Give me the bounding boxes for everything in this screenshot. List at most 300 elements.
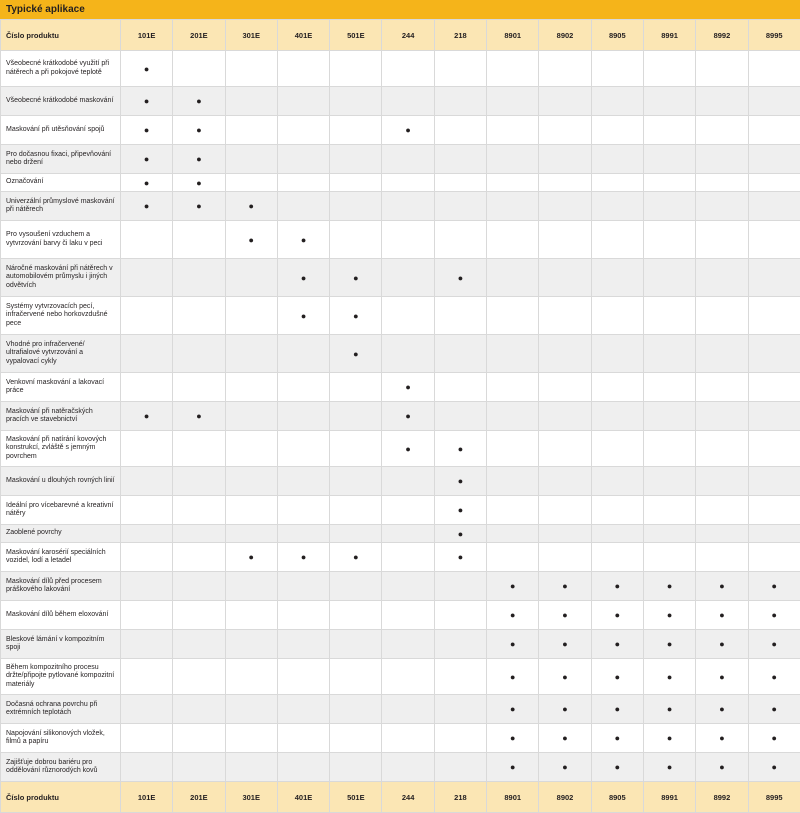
header-product-8905: 8905 [591, 20, 643, 51]
cell-501E [330, 116, 382, 145]
bullet-icon: ● [771, 762, 776, 772]
cell-8905 [591, 297, 643, 335]
cell-8991 [643, 373, 695, 402]
cell-8902 [539, 543, 591, 572]
cell-401E [277, 297, 329, 335]
bullet-icon: ● [458, 505, 463, 515]
table-row [1, 192, 800, 221]
bullet-icon: ● [667, 672, 672, 682]
cell-8992 [696, 402, 748, 431]
cell-8901 [487, 695, 539, 724]
bullet-icon: ● [615, 639, 620, 649]
cell-8905 [591, 221, 643, 259]
cell-8995 [748, 297, 800, 335]
application-label: Ideální pro vícebarevné a kreativní nátěry [1, 496, 121, 525]
bullet-icon: ● [196, 125, 201, 135]
application-label: Maskování u dlouhých rovných linií [1, 467, 121, 496]
cell-8991 [643, 116, 695, 145]
table-row [1, 525, 800, 543]
bullet-icon: ● [144, 201, 149, 211]
cell-8902 [539, 335, 591, 373]
footer-product-8991: 8991 [643, 782, 695, 813]
application-label: Systémy vytvrzovacích pecí, infračervené nebo horkovzdušné pece [1, 297, 121, 335]
cell-301E [225, 630, 277, 659]
cell-8991 [643, 145, 695, 174]
cell-101E [121, 373, 173, 402]
bullet-icon: ● [562, 581, 567, 591]
cell-401E [277, 335, 329, 373]
cell-201E [173, 525, 225, 543]
bullet-icon: ● [353, 552, 358, 562]
cell-8902 [539, 525, 591, 543]
cell-218 [434, 297, 486, 335]
bullet-icon: ● [510, 733, 515, 743]
cell-8995 [748, 724, 800, 753]
cell-218 [434, 221, 486, 259]
table-row [1, 431, 800, 467]
footer-product-8901: 8901 [487, 782, 539, 813]
cell-401E [277, 467, 329, 496]
cell-244 [382, 543, 434, 572]
application-label: Maskování dílů před procesem práškového lakování [1, 572, 121, 601]
cell-8901 [487, 145, 539, 174]
cell-101E [121, 335, 173, 373]
header-product-401E: 401E [277, 20, 329, 51]
cell-301E [225, 335, 277, 373]
cell-8995 [748, 601, 800, 630]
cell-8995 [748, 335, 800, 373]
cell-401E [277, 496, 329, 525]
footer-product-201E: 201E [173, 782, 225, 813]
cell-301E [225, 496, 277, 525]
cell-8991 [643, 402, 695, 431]
cell-8992 [696, 431, 748, 467]
cell-8991 [643, 51, 695, 87]
cell-501E [330, 335, 382, 373]
cell-8905 [591, 87, 643, 116]
cell-244 [382, 431, 434, 467]
cell-101E [121, 630, 173, 659]
bullet-icon: ● [615, 672, 620, 682]
header-product-201E: 201E [173, 20, 225, 51]
bullet-icon: ● [667, 704, 672, 714]
cell-101E [121, 116, 173, 145]
cell-501E [330, 431, 382, 467]
bullet-icon: ● [458, 444, 463, 454]
cell-301E [225, 174, 277, 192]
cell-8905 [591, 572, 643, 601]
cell-8991 [643, 496, 695, 525]
cell-244 [382, 116, 434, 145]
bullet-icon: ● [144, 125, 149, 135]
bullet-icon: ● [667, 610, 672, 620]
cell-8995 [748, 87, 800, 116]
cell-8905 [591, 601, 643, 630]
cell-401E [277, 174, 329, 192]
cell-8992 [696, 496, 748, 525]
cell-8995 [748, 51, 800, 87]
cell-301E [225, 753, 277, 782]
cell-8992 [696, 467, 748, 496]
cell-244 [382, 496, 434, 525]
table-row [1, 467, 800, 496]
cell-8992 [696, 335, 748, 373]
cell-8901 [487, 753, 539, 782]
cell-8992 [696, 192, 748, 221]
cell-8991 [643, 695, 695, 724]
cell-401E [277, 51, 329, 87]
table-row [1, 87, 800, 116]
cell-8991 [643, 572, 695, 601]
cell-8902 [539, 467, 591, 496]
cell-101E [121, 259, 173, 297]
cell-244 [382, 525, 434, 543]
cell-101E [121, 174, 173, 192]
bullet-icon: ● [719, 639, 724, 649]
bullet-icon: ● [719, 733, 724, 743]
cell-218 [434, 659, 486, 695]
cell-501E [330, 297, 382, 335]
cell-244 [382, 572, 434, 601]
cell-201E [173, 87, 225, 116]
product-number-header: Číslo produktu [1, 20, 121, 51]
cell-101E [121, 297, 173, 335]
table-row [1, 174, 800, 192]
bullet-icon: ● [771, 704, 776, 714]
cell-218 [434, 724, 486, 753]
cell-8995 [748, 431, 800, 467]
cell-201E [173, 221, 225, 259]
cell-8991 [643, 87, 695, 116]
cell-401E [277, 753, 329, 782]
cell-8902 [539, 695, 591, 724]
cell-101E [121, 145, 173, 174]
cell-101E [121, 221, 173, 259]
bullet-icon: ● [144, 96, 149, 106]
cell-244 [382, 630, 434, 659]
cell-501E [330, 259, 382, 297]
bullet-icon: ● [719, 610, 724, 620]
cell-101E [121, 431, 173, 467]
cell-8901 [487, 467, 539, 496]
cell-8991 [643, 221, 695, 259]
table-title: Typické aplikace [0, 0, 800, 19]
cell-8902 [539, 221, 591, 259]
application-label: Maskování při natěračských pracích ve stavebnictví [1, 402, 121, 431]
cell-8905 [591, 630, 643, 659]
cell-218 [434, 467, 486, 496]
cell-201E [173, 192, 225, 221]
cell-301E [225, 221, 277, 259]
cell-8901 [487, 543, 539, 572]
cell-8992 [696, 572, 748, 601]
cell-501E [330, 724, 382, 753]
table-row [1, 51, 800, 87]
cell-8901 [487, 630, 539, 659]
table-row [1, 259, 800, 297]
cell-501E [330, 192, 382, 221]
cell-101E [121, 87, 173, 116]
cell-218 [434, 174, 486, 192]
cell-8991 [643, 192, 695, 221]
cell-8995 [748, 572, 800, 601]
footer-product-301E: 301E [225, 782, 277, 813]
cell-201E [173, 335, 225, 373]
cell-201E [173, 572, 225, 601]
cell-401E [277, 724, 329, 753]
cell-401E [277, 221, 329, 259]
bullet-icon: ● [458, 273, 463, 283]
bullet-icon: ● [771, 672, 776, 682]
bullet-icon: ● [615, 704, 620, 714]
bullet-icon: ● [405, 125, 410, 135]
cell-8901 [487, 174, 539, 192]
cell-244 [382, 145, 434, 174]
cell-244 [382, 174, 434, 192]
header-product-8901: 8901 [487, 20, 539, 51]
application-label: Venkovní maskování a lakovací práce [1, 373, 121, 402]
cell-8902 [539, 402, 591, 431]
bullet-icon: ● [405, 382, 410, 392]
cell-501E [330, 87, 382, 116]
cell-501E [330, 51, 382, 87]
cell-101E [121, 525, 173, 543]
application-label: Univerzální průmyslové maskování při nátěrech [1, 192, 121, 221]
cell-8901 [487, 87, 539, 116]
table-row [1, 145, 800, 174]
footer-product-8902: 8902 [539, 782, 591, 813]
cell-201E [173, 630, 225, 659]
bullet-icon: ● [353, 311, 358, 321]
cell-8905 [591, 467, 643, 496]
cell-501E [330, 174, 382, 192]
cell-201E [173, 496, 225, 525]
cell-8995 [748, 145, 800, 174]
cell-301E [225, 259, 277, 297]
cell-201E [173, 297, 225, 335]
cell-101E [121, 753, 173, 782]
header-product-501E: 501E [330, 20, 382, 51]
cell-201E [173, 373, 225, 402]
cell-8995 [748, 402, 800, 431]
cell-8992 [696, 601, 748, 630]
cell-8901 [487, 601, 539, 630]
bullet-icon: ● [196, 96, 201, 106]
cell-301E [225, 431, 277, 467]
cell-244 [382, 51, 434, 87]
cell-8901 [487, 192, 539, 221]
cell-8901 [487, 402, 539, 431]
application-label: Pro dočasnou fixaci, připevňování nebo držení [1, 145, 121, 174]
header-product-244: 244 [382, 20, 434, 51]
cell-8901 [487, 335, 539, 373]
cell-218 [434, 259, 486, 297]
cell-301E [225, 695, 277, 724]
bullet-icon: ● [249, 552, 254, 562]
table-row [1, 543, 800, 572]
cell-8995 [748, 543, 800, 572]
table-row [1, 335, 800, 373]
bullet-icon: ● [615, 733, 620, 743]
cell-101E [121, 572, 173, 601]
cell-8901 [487, 659, 539, 695]
cell-101E [121, 543, 173, 572]
table-body [1, 51, 800, 782]
footer-product-8992: 8992 [696, 782, 748, 813]
bullet-icon: ● [301, 552, 306, 562]
cell-8905 [591, 724, 643, 753]
cell-8992 [696, 145, 748, 174]
cell-201E [173, 543, 225, 572]
cell-8901 [487, 116, 539, 145]
application-label: Označování [1, 174, 121, 192]
cell-8992 [696, 525, 748, 543]
cell-8992 [696, 373, 748, 402]
cell-201E [173, 116, 225, 145]
cell-501E [330, 496, 382, 525]
cell-218 [434, 753, 486, 782]
bullet-icon: ● [719, 762, 724, 772]
bullet-icon: ● [667, 733, 672, 743]
bullet-icon: ● [562, 672, 567, 682]
table-row [1, 601, 800, 630]
cell-8995 [748, 630, 800, 659]
cell-8902 [539, 297, 591, 335]
cell-401E [277, 145, 329, 174]
cell-101E [121, 496, 173, 525]
cell-8995 [748, 753, 800, 782]
cell-218 [434, 543, 486, 572]
cell-8905 [591, 402, 643, 431]
cell-401E [277, 525, 329, 543]
cell-8901 [487, 51, 539, 87]
cell-8991 [643, 297, 695, 335]
cell-8995 [748, 192, 800, 221]
cell-218 [434, 496, 486, 525]
bullet-icon: ● [301, 311, 306, 321]
cell-201E [173, 145, 225, 174]
cell-201E [173, 601, 225, 630]
cell-401E [277, 431, 329, 467]
bullet-icon: ● [562, 762, 567, 772]
application-label: Vhodné pro infračervené/ ultrafialové vytvrzování a vypalovací cykly [1, 335, 121, 373]
cell-401E [277, 259, 329, 297]
cell-8902 [539, 116, 591, 145]
bullet-icon: ● [562, 639, 567, 649]
cell-301E [225, 87, 277, 116]
cell-244 [382, 335, 434, 373]
cell-201E [173, 431, 225, 467]
header-product-8992: 8992 [696, 20, 748, 51]
cell-8905 [591, 174, 643, 192]
cell-8901 [487, 221, 539, 259]
cell-8991 [643, 724, 695, 753]
cell-244 [382, 373, 434, 402]
cell-301E [225, 51, 277, 87]
cell-8991 [643, 431, 695, 467]
cell-8991 [643, 259, 695, 297]
footer-row [1, 782, 800, 813]
cell-501E [330, 525, 382, 543]
bullet-icon: ● [510, 704, 515, 714]
cell-8995 [748, 373, 800, 402]
cell-8902 [539, 496, 591, 525]
cell-8992 [696, 297, 748, 335]
bullet-icon: ● [667, 639, 672, 649]
application-label: Během kompozitního procesu držte/připojte pytlované kompozitní materiály [1, 659, 121, 695]
cell-8991 [643, 630, 695, 659]
footer-product-218: 218 [434, 782, 486, 813]
cell-218 [434, 630, 486, 659]
cell-244 [382, 601, 434, 630]
cell-401E [277, 630, 329, 659]
bullet-icon: ● [771, 639, 776, 649]
header-product-8991: 8991 [643, 20, 695, 51]
cell-501E [330, 402, 382, 431]
cell-8995 [748, 116, 800, 145]
cell-8901 [487, 525, 539, 543]
bullet-icon: ● [510, 672, 515, 682]
header-product-101E: 101E [121, 20, 173, 51]
cell-401E [277, 572, 329, 601]
bullet-icon: ● [144, 154, 149, 164]
table-row [1, 724, 800, 753]
cell-8905 [591, 116, 643, 145]
cell-301E [225, 373, 277, 402]
cell-244 [382, 402, 434, 431]
cell-8901 [487, 724, 539, 753]
cell-301E [225, 659, 277, 695]
cell-244 [382, 724, 434, 753]
cell-8905 [591, 431, 643, 467]
application-label: Maskování karosérií speciálních vozidel, lodí a letadel [1, 543, 121, 572]
header-product-301E: 301E [225, 20, 277, 51]
cell-218 [434, 373, 486, 402]
footer-product-244: 244 [382, 782, 434, 813]
cell-218 [434, 572, 486, 601]
bullet-icon: ● [144, 64, 149, 74]
cell-218 [434, 525, 486, 543]
bullet-icon: ● [405, 411, 410, 421]
cell-8901 [487, 373, 539, 402]
cell-8991 [643, 659, 695, 695]
cell-218 [434, 51, 486, 87]
cell-501E [330, 373, 382, 402]
cell-8901 [487, 297, 539, 335]
cell-301E [225, 402, 277, 431]
cell-401E [277, 87, 329, 116]
cell-8902 [539, 145, 591, 174]
cell-8995 [748, 221, 800, 259]
cell-201E [173, 402, 225, 431]
bullet-icon: ● [615, 762, 620, 772]
cell-218 [434, 116, 486, 145]
cell-501E [330, 601, 382, 630]
cell-8905 [591, 259, 643, 297]
header-row [1, 20, 800, 51]
table-row [1, 402, 800, 431]
cell-218 [434, 431, 486, 467]
cell-8902 [539, 630, 591, 659]
cell-101E [121, 467, 173, 496]
cell-218 [434, 192, 486, 221]
cell-8905 [591, 659, 643, 695]
header-product-8995: 8995 [748, 20, 800, 51]
cell-8991 [643, 601, 695, 630]
cell-501E [330, 659, 382, 695]
cell-101E [121, 601, 173, 630]
cell-101E [121, 695, 173, 724]
